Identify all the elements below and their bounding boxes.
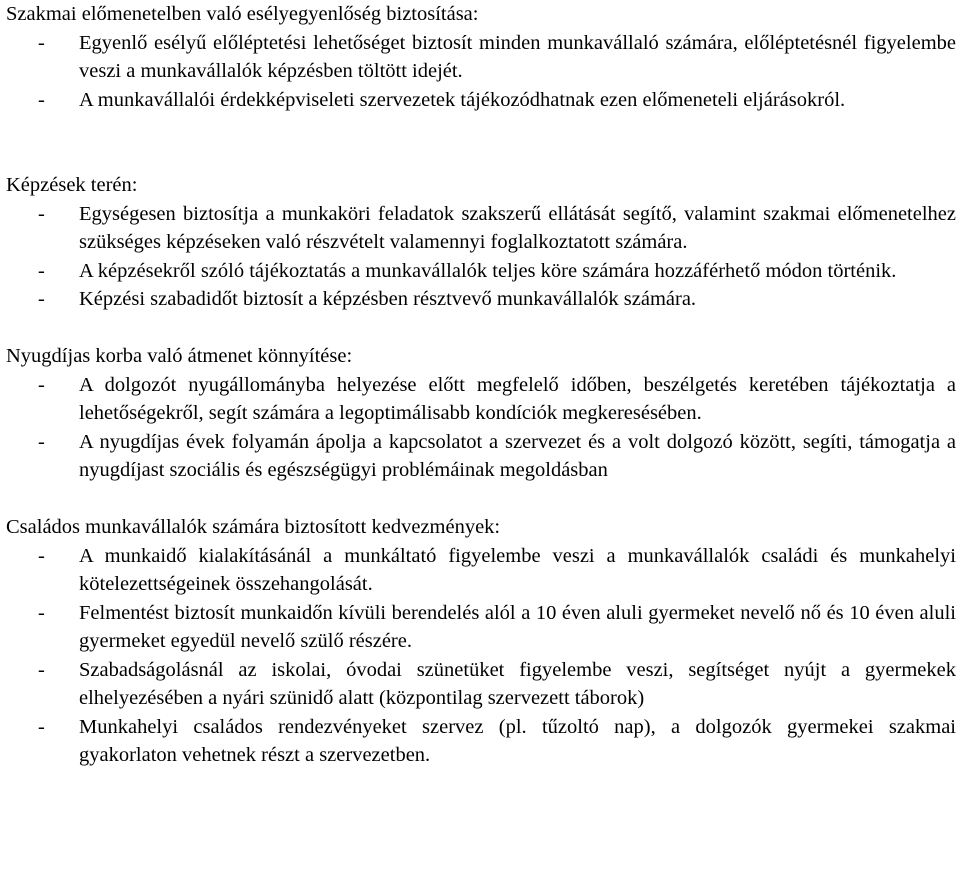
- list-item-text: A munkavállalói érdekképviseleti szervezetek tájékozódhatnak ezen előmeneteli eljárásokról.: [79, 88, 846, 111]
- list-item-text: Felmentést biztosít munkaidőn kívüli berendelés alól a 10 éven aluli gyermeket nevelő nő és 10 éven aluli gyermeket egyedül nevelő szülő részére.: [79, 601, 956, 652]
- bullet-dash: -: [38, 601, 45, 624]
- section-heading: Szakmai előmenetelben való esélyegyenlőség biztosítása:: [6, 3, 479, 25]
- list-item: [6, 371, 956, 428]
- list-item: [6, 200, 956, 257]
- list-item: [6, 29, 956, 86]
- bullet-dash: -: [38, 544, 45, 567]
- bullet-dash: -: [38, 31, 45, 54]
- list-item-text: A munkaidő kialakításánál a munkáltató figyelembe veszi a munkavállalók családi és munkahelyi kötelezettségeinek összehangolását.: [79, 544, 956, 595]
- list-item-text: Szabadságolásnál az iskolai, óvodai szünetüket figyelembe veszi, segítséget nyújt a gyermekek elhelyezésében a nyári szünidő alatt (központilag szervezett táborok): [79, 658, 956, 709]
- section-heading: Nyugdíjas korba való átmenet könnyítése:: [6, 345, 353, 367]
- list-item-text: Munkahelyi családos rendezvényeket szervez (pl. tűzoltó nap), a dolgozók gyermekei szakmai gyakorlaton vehetnek részt a szervezetben.: [79, 715, 956, 766]
- bullet-dash: -: [38, 288, 45, 310]
- bullet-dash: -: [38, 373, 45, 396]
- section-nyugdijas-korba: [6, 342, 956, 485]
- list-item: [6, 542, 956, 599]
- section-spacer: [6, 314, 956, 343]
- section-kepzesek: [6, 171, 956, 314]
- section-heading: Családos munkavállalók számára biztosított kedvezmények:: [6, 516, 501, 538]
- list-item: [6, 86, 956, 115]
- bullet-dash: -: [38, 259, 45, 282]
- list-item: [6, 257, 956, 286]
- list-item: [6, 656, 956, 713]
- list-item-text: Képzési szabadidőt biztosít a képzésben résztvevő munkavállalók számára.: [79, 288, 697, 310]
- list-item: [6, 599, 956, 656]
- list-item-text: Egységesen biztosítja a munkaköri feladatok szakszerű ellátását segítő, valamint szakmai előmenetelhez szükséges képzéseken való részvételt valamennyi foglalkoztatott számára.: [79, 202, 956, 253]
- bullet-dash: -: [38, 88, 45, 111]
- section-szakmai-elomenetel: [6, 0, 956, 114]
- list-item-text: A nyugdíjas évek folyamán ápolja a kapcsolatot a szervezet és a volt dolgozó között, segíti, támogatja a nyugdíjast szociális és egészségügyi problémáinak megoldásban: [79, 430, 956, 481]
- bullet-dash: -: [38, 658, 45, 681]
- section-heading: Képzések terén:: [6, 174, 138, 196]
- bullet-dash: -: [38, 430, 45, 453]
- list-item-text: Egyenlő esélyű előléptetési lehetőséget biztosít minden munkavállaló számára, előléptetésnél figyelembe veszi a munkavállalók képzésben töltött idejét.: [79, 31, 956, 82]
- bullet-dash: -: [38, 202, 45, 225]
- list-item: [6, 285, 956, 314]
- list-item: [6, 713, 956, 770]
- bullet-dash: -: [38, 715, 45, 738]
- list-item-text: A képzésekről szóló tájékoztatás a munkavállalók teljes köre számára hozzáférhető módon történik.: [79, 259, 897, 282]
- section-spacer: [6, 485, 956, 514]
- document: [6, 0, 956, 770]
- list-item-text: A dolgozót nyugállományba helyezése előtt megfelelő időben, beszélgetés keretében tájékoztatja a lehetőségekről, segít számára a legoptimálisabb kondíciók megkeresésében.: [79, 373, 956, 424]
- section-spacer: [6, 114, 956, 171]
- section-csalados-munkavallalok: [6, 513, 956, 770]
- list-item: [6, 428, 956, 485]
